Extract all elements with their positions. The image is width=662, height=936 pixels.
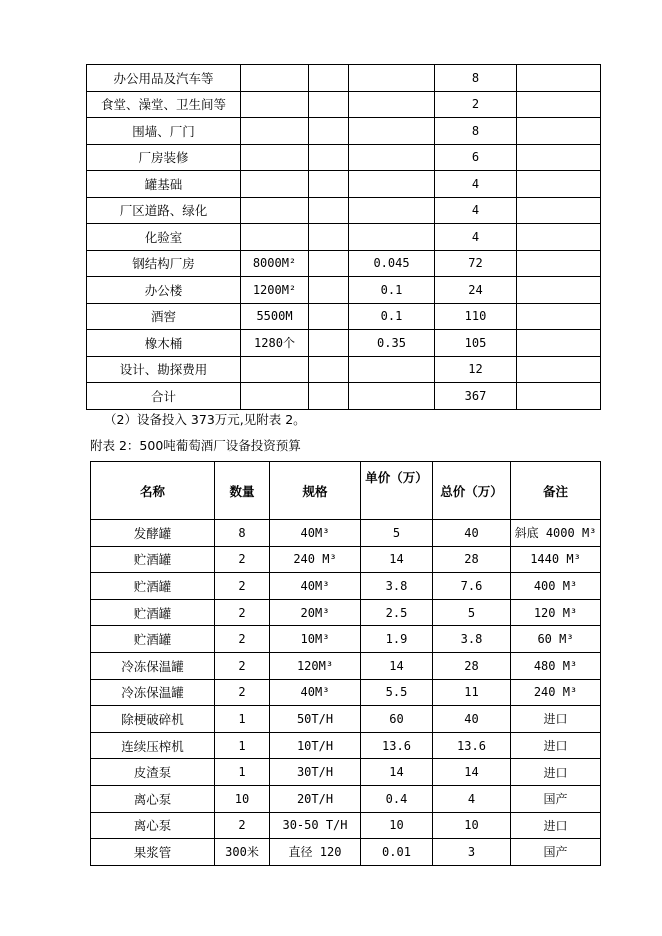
unit-price-cell bbox=[349, 91, 435, 118]
empty-cell bbox=[517, 171, 601, 198]
spec-cell: 240 M³ bbox=[270, 546, 361, 573]
item-name-cell: 厂区道路、绿化 bbox=[87, 197, 241, 224]
table-row bbox=[87, 118, 601, 145]
unit-price-cell bbox=[349, 383, 435, 410]
item-name-cell: 合计 bbox=[87, 383, 241, 410]
remark-cell: 1440 M³ bbox=[511, 546, 601, 573]
remark-cell: 480 M³ bbox=[511, 652, 601, 679]
unit-price-cell: 0.35 bbox=[349, 330, 435, 357]
header-unit-price: 单价（万） bbox=[361, 462, 433, 520]
quantity-cell: 1280个 bbox=[241, 330, 309, 357]
unit-price-cell: 0.1 bbox=[349, 303, 435, 330]
quantity-cell: 1 bbox=[215, 732, 270, 759]
equipment-table-header bbox=[91, 462, 601, 520]
unit-price-cell: 14 bbox=[361, 546, 433, 573]
table-row bbox=[91, 732, 601, 759]
empty-cell bbox=[309, 356, 349, 383]
quantity-cell: 2 bbox=[215, 546, 270, 573]
unit-price-cell: 5 bbox=[361, 520, 433, 547]
total-cell: 4 bbox=[435, 197, 517, 224]
empty-cell bbox=[517, 330, 601, 357]
unit-price-cell: 10 bbox=[361, 812, 433, 839]
table-row bbox=[87, 250, 601, 277]
equipment-name-cell: 发酵罐 bbox=[91, 520, 215, 547]
total-price-cell: 28 bbox=[433, 546, 511, 573]
unit-price-cell: 14 bbox=[361, 652, 433, 679]
item-name-cell: 化验室 bbox=[87, 224, 241, 251]
quantity-cell: 300米 bbox=[215, 839, 270, 866]
spec-cell: 20M³ bbox=[270, 599, 361, 626]
table-row bbox=[87, 224, 601, 251]
table-row bbox=[87, 356, 601, 383]
total-price-cell: 7.6 bbox=[433, 573, 511, 600]
table-row bbox=[91, 626, 601, 653]
empty-cell bbox=[517, 197, 601, 224]
spec-cell: 10M³ bbox=[270, 626, 361, 653]
table-row bbox=[87, 144, 601, 171]
empty-cell bbox=[309, 303, 349, 330]
construction-cost-table bbox=[86, 64, 601, 410]
total-price-cell: 13.6 bbox=[433, 732, 511, 759]
table-row bbox=[87, 171, 601, 198]
total-cell: 6 bbox=[435, 144, 517, 171]
empty-cell bbox=[517, 144, 601, 171]
empty-cell bbox=[517, 91, 601, 118]
total-price-cell: 14 bbox=[433, 759, 511, 786]
table-row bbox=[91, 652, 601, 679]
remark-cell: 进口 bbox=[511, 759, 601, 786]
equipment-name-cell: 皮渣泵 bbox=[91, 759, 215, 786]
table-row bbox=[91, 599, 601, 626]
spec-cell: 30-50 T/H bbox=[270, 812, 361, 839]
unit-price-cell bbox=[349, 171, 435, 198]
total-price-cell: 3 bbox=[433, 839, 511, 866]
remark-cell: 进口 bbox=[511, 706, 601, 733]
quantity-cell: 2 bbox=[215, 812, 270, 839]
equipment-name-cell: 果浆管 bbox=[91, 839, 215, 866]
total-cell: 8 bbox=[435, 118, 517, 145]
remark-cell: 120 M³ bbox=[511, 599, 601, 626]
empty-cell bbox=[309, 197, 349, 224]
empty-cell bbox=[517, 303, 601, 330]
item-name-cell: 厂房装修 bbox=[87, 144, 241, 171]
equipment-name-cell: 冷冻保温罐 bbox=[91, 679, 215, 706]
table-row bbox=[87, 330, 601, 357]
empty-cell bbox=[309, 250, 349, 277]
quantity-cell: 8000M² bbox=[241, 250, 309, 277]
total-cell: 367 bbox=[435, 383, 517, 410]
empty-cell bbox=[309, 383, 349, 410]
quantity-cell: 2 bbox=[215, 599, 270, 626]
item-name-cell: 食堂、澡堂、卫生间等 bbox=[87, 91, 241, 118]
quantity-cell: 8 bbox=[215, 520, 270, 547]
total-cell: 105 bbox=[435, 330, 517, 357]
quantity-cell: 1200M² bbox=[241, 277, 309, 304]
table-row bbox=[91, 839, 601, 866]
quantity-cell: 1 bbox=[215, 706, 270, 733]
empty-cell bbox=[309, 171, 349, 198]
table2-caption: 附表 2：500吨葡萄酒厂设备投资预算 bbox=[90, 438, 301, 453]
unit-price-cell bbox=[349, 224, 435, 251]
quantity-cell bbox=[241, 144, 309, 171]
unit-price-cell: 14 bbox=[361, 759, 433, 786]
total-price-cell: 10 bbox=[433, 812, 511, 839]
total-cell: 8 bbox=[435, 65, 517, 92]
equipment-name-cell: 贮酒罐 bbox=[91, 546, 215, 573]
empty-cell bbox=[309, 118, 349, 145]
table-row bbox=[87, 303, 601, 330]
item-name-cell: 酒窖 bbox=[87, 303, 241, 330]
spec-cell: 30T/H bbox=[270, 759, 361, 786]
equipment-name-cell: 除梗破碎机 bbox=[91, 706, 215, 733]
total-cell: 4 bbox=[435, 171, 517, 198]
empty-cell bbox=[517, 65, 601, 92]
quantity-cell bbox=[241, 356, 309, 383]
table-row bbox=[91, 759, 601, 786]
quantity-cell bbox=[241, 383, 309, 410]
empty-cell bbox=[309, 65, 349, 92]
unit-price-cell bbox=[349, 356, 435, 383]
total-price-cell: 11 bbox=[433, 679, 511, 706]
table-row bbox=[91, 546, 601, 573]
header-remark: 备注 bbox=[511, 462, 601, 520]
remark-cell: 60 M³ bbox=[511, 626, 601, 653]
total-price-cell: 28 bbox=[433, 652, 511, 679]
quantity-cell bbox=[241, 197, 309, 224]
remark-cell: 进口 bbox=[511, 732, 601, 759]
unit-price-cell: 5.5 bbox=[361, 679, 433, 706]
spec-cell: 直径 120 bbox=[270, 839, 361, 866]
spec-cell: 120M³ bbox=[270, 652, 361, 679]
total-cell: 24 bbox=[435, 277, 517, 304]
table-row bbox=[87, 383, 601, 410]
empty-cell bbox=[309, 277, 349, 304]
empty-cell bbox=[517, 118, 601, 145]
unit-price-cell: 60 bbox=[361, 706, 433, 733]
total-cell: 2 bbox=[435, 91, 517, 118]
quantity-cell bbox=[241, 91, 309, 118]
unit-price-cell: 0.01 bbox=[361, 839, 433, 866]
quantity-cell: 10 bbox=[215, 785, 270, 812]
table-row bbox=[87, 65, 601, 92]
empty-cell bbox=[309, 330, 349, 357]
unit-price-cell: 0.1 bbox=[349, 277, 435, 304]
total-cell: 4 bbox=[435, 224, 517, 251]
equipment-investment-note: （2）设备投入 373万元,见附表 2。 bbox=[104, 412, 306, 427]
spec-cell: 10T/H bbox=[270, 732, 361, 759]
item-name-cell: 办公楼 bbox=[87, 277, 241, 304]
quantity-cell bbox=[241, 118, 309, 145]
equipment-budget-table-body bbox=[91, 520, 601, 866]
total-price-cell: 5 bbox=[433, 599, 511, 626]
unit-price-cell bbox=[349, 65, 435, 92]
quantity-cell: 2 bbox=[215, 626, 270, 653]
empty-cell bbox=[517, 383, 601, 410]
empty-cell bbox=[309, 224, 349, 251]
total-cell: 72 bbox=[435, 250, 517, 277]
empty-cell bbox=[309, 91, 349, 118]
header-spec: 规格 bbox=[270, 462, 361, 520]
quantity-cell bbox=[241, 224, 309, 251]
unit-price-cell bbox=[349, 197, 435, 224]
table-row bbox=[91, 573, 601, 600]
quantity-cell bbox=[241, 171, 309, 198]
unit-price-cell: 0.4 bbox=[361, 785, 433, 812]
item-name-cell: 办公用品及汽车等 bbox=[87, 65, 241, 92]
spec-cell: 40M³ bbox=[270, 573, 361, 600]
quantity-cell: 2 bbox=[215, 679, 270, 706]
total-price-cell: 40 bbox=[433, 520, 511, 547]
equipment-name-cell: 贮酒罐 bbox=[91, 626, 215, 653]
total-price-cell: 3.8 bbox=[433, 626, 511, 653]
table-row bbox=[87, 197, 601, 224]
unit-price-cell: 3.8 bbox=[361, 573, 433, 600]
quantity-cell bbox=[241, 65, 309, 92]
unit-price-cell: 13.6 bbox=[361, 732, 433, 759]
total-cell: 12 bbox=[435, 356, 517, 383]
construction-cost-table-body bbox=[87, 65, 601, 410]
unit-price-cell: 1.9 bbox=[361, 626, 433, 653]
header-qty: 数量 bbox=[215, 462, 270, 520]
remark-cell: 400 M³ bbox=[511, 573, 601, 600]
quantity-cell: 1 bbox=[215, 759, 270, 786]
item-name-cell: 围墙、厂门 bbox=[87, 118, 241, 145]
empty-cell bbox=[517, 224, 601, 251]
spec-cell: 50T/H bbox=[270, 706, 361, 733]
unit-price-cell: 0.045 bbox=[349, 250, 435, 277]
total-cell: 110 bbox=[435, 303, 517, 330]
empty-cell bbox=[309, 144, 349, 171]
header-name: 名称 bbox=[91, 462, 215, 520]
total-price-cell: 4 bbox=[433, 785, 511, 812]
unit-price-cell: 2.5 bbox=[361, 599, 433, 626]
item-name-cell: 罐基础 bbox=[87, 171, 241, 198]
quantity-cell: 5500M bbox=[241, 303, 309, 330]
remark-cell: 国产 bbox=[511, 785, 601, 812]
table-row bbox=[91, 520, 601, 547]
header-total: 总价（万） bbox=[433, 462, 511, 520]
table-row bbox=[91, 679, 601, 706]
table-row bbox=[91, 785, 601, 812]
quantity-cell: 2 bbox=[215, 573, 270, 600]
item-name-cell: 设计、勘探费用 bbox=[87, 356, 241, 383]
remark-cell: 国产 bbox=[511, 839, 601, 866]
total-price-cell: 40 bbox=[433, 706, 511, 733]
remark-cell: 斜底 4000 M³ bbox=[511, 520, 601, 547]
equipment-name-cell: 贮酒罐 bbox=[91, 573, 215, 600]
equipment-name-cell: 贮酒罐 bbox=[91, 599, 215, 626]
spec-cell: 40M³ bbox=[270, 679, 361, 706]
empty-cell bbox=[517, 250, 601, 277]
spec-cell: 20T/H bbox=[270, 785, 361, 812]
quantity-cell: 2 bbox=[215, 652, 270, 679]
spec-cell: 40M³ bbox=[270, 520, 361, 547]
table-row bbox=[87, 277, 601, 304]
table-row bbox=[91, 706, 601, 733]
empty-cell bbox=[517, 356, 601, 383]
equipment-name-cell: 离心泵 bbox=[91, 785, 215, 812]
equipment-name-cell: 离心泵 bbox=[91, 812, 215, 839]
equipment-name-cell: 连续压榨机 bbox=[91, 732, 215, 759]
unit-price-cell bbox=[349, 118, 435, 145]
item-name-cell: 钢结构厂房 bbox=[87, 250, 241, 277]
table-row bbox=[87, 91, 601, 118]
equipment-budget-table bbox=[90, 461, 601, 866]
remark-cell: 240 M³ bbox=[511, 679, 601, 706]
equipment-name-cell: 冷冻保温罐 bbox=[91, 652, 215, 679]
item-name-cell: 橡木桶 bbox=[87, 330, 241, 357]
unit-price-cell bbox=[349, 144, 435, 171]
table-row bbox=[91, 812, 601, 839]
empty-cell bbox=[517, 277, 601, 304]
remark-cell: 进口 bbox=[511, 812, 601, 839]
